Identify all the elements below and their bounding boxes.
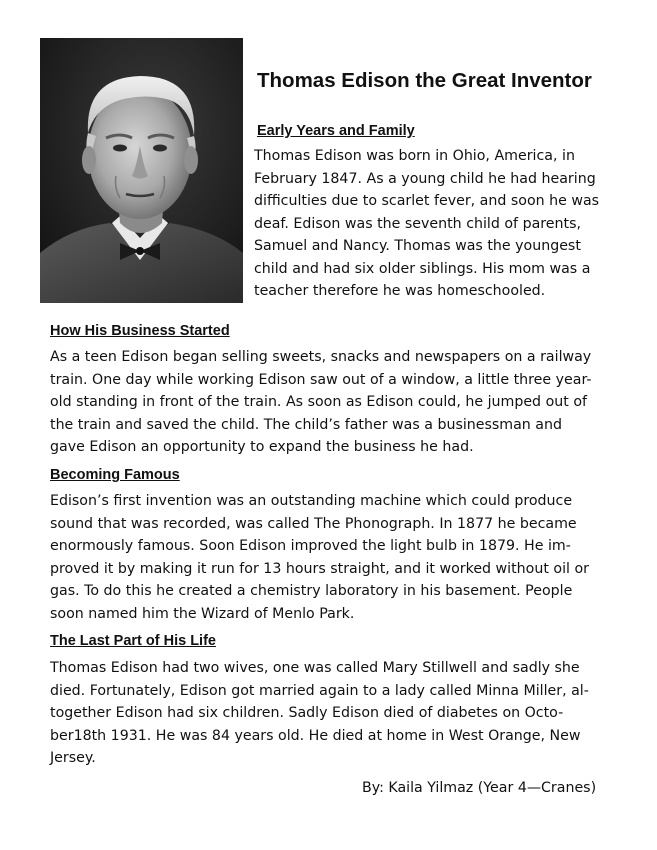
text-line: soon named him the Wizard of Menlo Park. xyxy=(50,605,355,622)
text-line: died. Fortunately, Edison got married again to a lady called Minna Miller, al- xyxy=(50,682,589,699)
text-line: gave Edison an opportunity to expand the business he had. xyxy=(50,439,474,455)
text-line: proved it by making it run for 13 hours straight, and it worked without oil or xyxy=(50,560,589,577)
heading-early-years: Early Years and Family xyxy=(257,123,415,139)
heading-last-part: The Last Part of His Life xyxy=(50,633,216,649)
text-line: the train and saved the child. The child’s father was a businessman and xyxy=(50,416,562,433)
text-line: Samuel and Nancy. Thomas was the youngest xyxy=(254,238,581,254)
text-line: train. One day while working Edison saw out of a window, a little three year- xyxy=(50,371,592,388)
heading-business: How His Business Started xyxy=(50,323,230,339)
portrait-photo xyxy=(40,38,243,303)
text-line: enormously famous. Soon Edison improved the light bulb in 1879. He im- xyxy=(50,538,571,554)
heading-famous: Becoming Famous xyxy=(50,467,180,483)
text-line: ber18th 1931. He was 84 years old. He died at home in West Orange, New xyxy=(50,727,581,744)
text-line: Thomas Edison was born in Ohio, America, in xyxy=(254,148,575,164)
text-line: Thomas Edison had two wives, one was called Mary Stillwell and sadly she xyxy=(50,660,580,676)
text-line: sound that was recorded, was called The Phonograph. In 1877 he became xyxy=(50,515,577,532)
paragraph-early-years xyxy=(254,145,599,303)
text-line: together Edison had six children. Sadly Edison died of diabetes on Octo- xyxy=(50,705,564,721)
paragraph-famous xyxy=(50,490,589,625)
paragraph-business xyxy=(50,346,592,459)
text-line: deaf. Edison was the seventh child of parents, xyxy=(254,215,581,232)
text-line: gas. To do this he created a chemistry laboratory in his basement. People xyxy=(50,583,573,599)
text-line: old standing in front of the train. As soon as Edison could, he jumped out of xyxy=(50,394,587,410)
text-line: child and had six older siblings. His mom was a xyxy=(254,260,591,277)
paragraph-last-part xyxy=(50,657,589,770)
portrait-photo-icon xyxy=(40,38,243,303)
text-line: As a teen Edison began selling sweets, snacks and newspapers on a railway xyxy=(50,349,592,365)
author-byline: By: Kaila Yilmaz (Year 4—Cranes) xyxy=(362,780,597,796)
text-line: Jersey. xyxy=(50,750,96,766)
text-line: difficulties due to scarlet fever, and soon he was xyxy=(254,193,600,209)
page-title: Thomas Edison the Great Inventor xyxy=(257,69,592,92)
text-line: February 1847. As a young child he had hearing xyxy=(254,170,596,187)
text-line: Edison’s first invention was an outstanding machine which could produce xyxy=(50,493,573,509)
text-line: teacher therefore he was homeschooled. xyxy=(254,283,546,299)
